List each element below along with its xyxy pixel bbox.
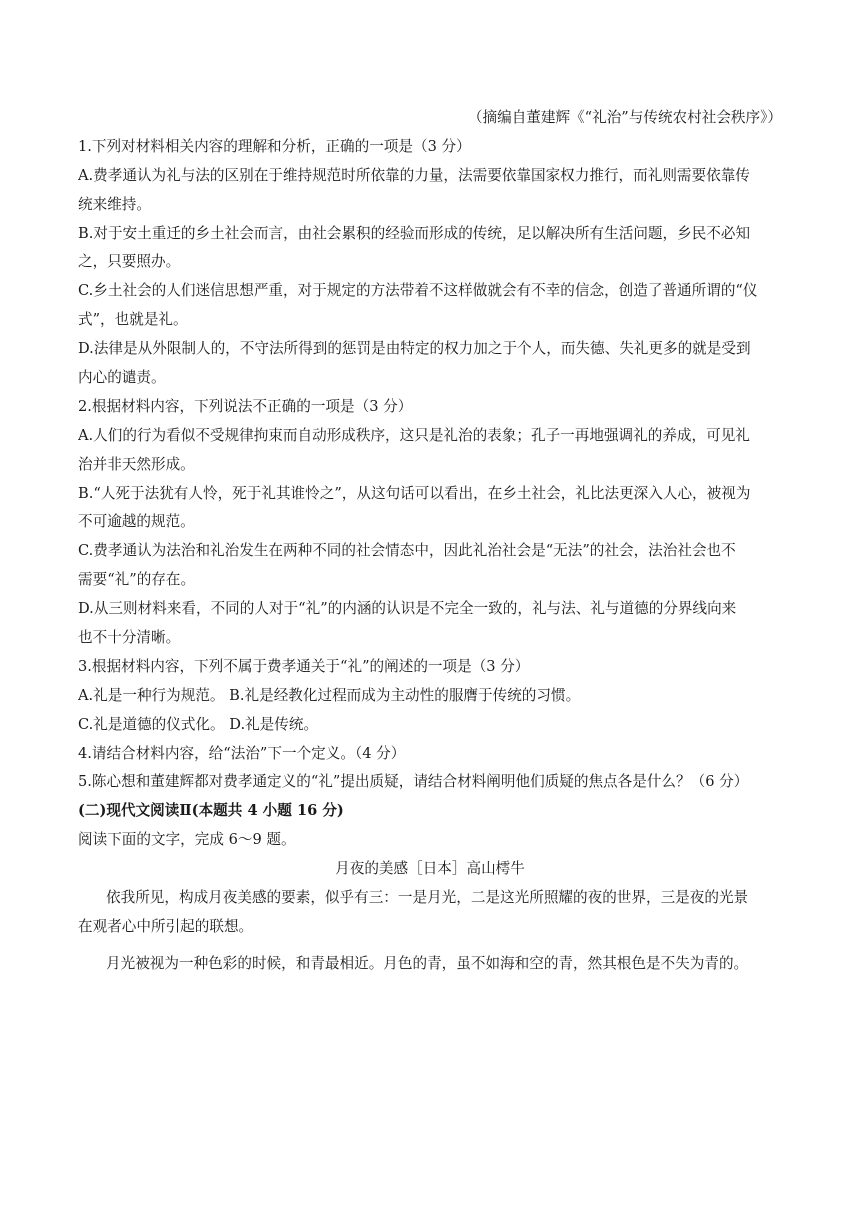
- question-1-option-a-cont: 统来维持。: [78, 195, 151, 213]
- question-1-option-a: A.费孝通认为礼与法的区别在于维持规范时所依靠的力量，法需要依靠国家权力推行，而礼则需要依靠传: [78, 166, 750, 184]
- question-1-stem: 1.下列对材料相关内容的理解和分析，正确的一项是（3 分）: [78, 137, 471, 155]
- section-instruction: 阅读下面的文字，完成 6～9 题。: [78, 831, 296, 849]
- question-1-option-c: C.乡土社会的人们迷信思想严重，对于规定的方法带着不这样做就会有不幸的信念，创造了普通所谓的“仪: [78, 282, 758, 300]
- question-1-option-d: D.法律是从外限制人的，不守法所得到的惩罚是由特定的权力加之于个人，而失德、失礼更多的就是受到: [78, 340, 751, 358]
- question-2-option-a: A.人们的行为看似不受规律拘束而自动形成秩序，这只是礼治的表象；孔子一再地强调礼的养成，可见礼: [78, 426, 750, 444]
- question-1-option-c-cont: 式”，也就是礼。: [78, 311, 188, 329]
- question-1-option-b: B.对于安土重迁的乡土社会而言，由社会累积的经验而形成的传统，足以解决所有生活问题，乡民不必知: [78, 224, 751, 242]
- question-2-option-b: B.“人死于法犹有人怜，死于礼其谁怜之”，从这句话可以看出，在乡土社会，礼比法更深入人心，被视为: [78, 484, 751, 502]
- question-1-option-d-cont: 内心的谴责。: [78, 369, 166, 387]
- question-4: 4.请结合材料内容，给“法治”下一个定义。（4 分）: [78, 744, 406, 762]
- question-2-option-c: C.费孝通认为法治和礼治发生在两种不同的社会情态中，因此礼治社会是“无法”的社会，法治社会也不: [78, 542, 736, 560]
- source-citation: （摘编自董建辉《“礼治”与传统农村社会秩序》）: [467, 109, 782, 126]
- question-5: 5.陈心想和董建辉都对费孝通定义的“礼”提出质疑，请结合材料阐明他们质疑的焦点各是什么？（6 分）: [78, 773, 749, 791]
- question-2-option-c-cont: 需要“礼”的存在。: [78, 571, 196, 589]
- paragraph-1: 依我所见，构成月夜美感的要素，似乎有三：一是月光，二是这光所照耀的夜的世界，三是夜的光景: [106, 889, 749, 907]
- question-2-option-d-cont: 也不十分清晰。: [78, 629, 181, 647]
- question-2-stem: 2.根据材料内容，下列说法不正确的一项是（3 分）: [78, 397, 413, 415]
- question-1-option-b-cont: 之，只要照办。: [78, 253, 181, 271]
- article-title: 月夜的美感［日本］高山樗牛: [335, 860, 525, 878]
- section-heading: (二)现代文阅读Ⅱ(本题共 4 小题 16 分): [78, 802, 344, 820]
- paragraph-1-cont: 在观者心中所引起的联想。: [78, 917, 254, 935]
- question-3-options-cd: C.礼是道德的仪式化。 D.礼是传统。: [78, 715, 319, 733]
- question-3-options-ab: A.礼是一种行为规范。 B.礼是经教化过程而成为主动性的服膺于传统的习惯。: [78, 686, 581, 704]
- question-2-option-b-cont: 不可逾越的规范。: [78, 513, 195, 531]
- document-page: [78, 104, 782, 979]
- question-2-option-a-cont: 治并非天然形成。: [78, 455, 195, 473]
- question-3-stem: 3.根据材料内容，下列不属于费孝通关于“礼”的阐述的一项是（3 分）: [78, 657, 530, 675]
- question-2-option-d: D.从三则材料来看，不同的人对于“礼”的内涵的认识是不完全一致的，礼与法、礼与道德的分界线向来: [78, 600, 737, 618]
- paragraph-2: 月光被视为一种色彩的时候，和青最相近。月色的青，虽不如海和空的青，然其根色是不失为青的。: [106, 954, 749, 972]
